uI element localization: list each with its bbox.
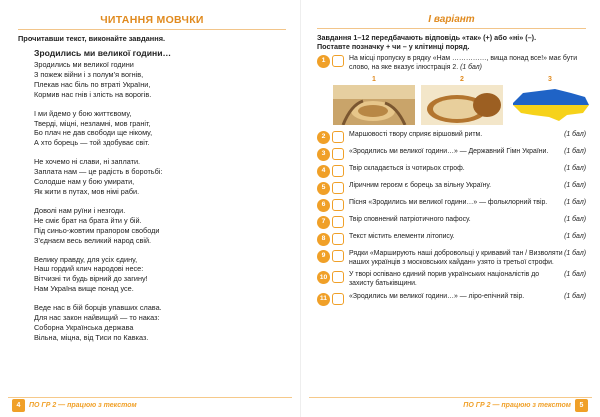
question-text: [349, 233, 586, 242]
poem-line: Для нас закон найвищий — то наказ:: [34, 313, 160, 323]
question-number: 6: [317, 199, 330, 212]
question-5: [317, 182, 586, 195]
question-9-text: Рядки «Марширують наші добровольці у кривавий тан / Визволяти наших українців з московських кайдан» узято із третьої строфи.: [349, 250, 563, 266]
question-11: [317, 293, 586, 306]
poem-line: Не хочемо ні слави, ні заплати.: [34, 157, 141, 167]
poem-stanza: [34, 157, 286, 197]
poem-line: Солодше нам у бою умирати,: [34, 177, 135, 187]
question-text: [349, 199, 586, 208]
bread-photo: [421, 85, 503, 125]
poem-line: Заплата нам — це радість в боротьбі:: [34, 167, 163, 177]
answer-box[interactable]: [332, 250, 344, 262]
question-points: (1 бал): [564, 292, 586, 300]
question-number: 4: [317, 165, 330, 178]
question-number: 9: [317, 250, 330, 263]
answer-box[interactable]: [332, 199, 344, 211]
poem-line: Кормив нас гнів і злість на ворогів.: [34, 89, 152, 99]
question-text: [349, 271, 586, 288]
question-8-text: Текст містить елементи літопису.: [349, 233, 455, 241]
illustration-3: [509, 76, 591, 125]
poem-stanza: [34, 303, 286, 343]
question-number: 5: [317, 182, 330, 195]
question-4: [317, 165, 586, 178]
poem-line: А хто борець — той здобуває світ.: [34, 138, 150, 148]
poem-stanza: [34, 109, 286, 149]
poem-line: Наш гордий клич народові несе:: [34, 264, 144, 274]
question-text: [349, 250, 586, 267]
poem-line: З’єднаєм весь великий народ свій.: [34, 235, 152, 245]
question-points: (1 бал): [564, 250, 586, 258]
question-9: [317, 250, 586, 267]
poem-stanza: [34, 60, 286, 100]
question-text: [349, 293, 586, 302]
footer-text: ПО ГР 2 — працюю з текстом: [463, 402, 571, 409]
task-instructions: [317, 33, 586, 51]
question-10: [317, 271, 586, 288]
question-text: [349, 131, 586, 140]
question-11-text: «Зродились ми великої години…» — ліро-епічний твір.: [349, 292, 525, 300]
page-number: 4: [12, 399, 25, 412]
question-2-text: Маршовості твору сприяє віршовий ритм.: [349, 131, 483, 139]
question-3-text: «Зродились ми великої години…» — Державний Гімн України.: [349, 148, 549, 156]
illustration-number: 3: [548, 76, 552, 84]
poem-line: Тверді, міцні, незламні, мов граніт,: [34, 118, 151, 128]
question-points: (1 бал): [564, 165, 586, 173]
question-points: (1 бал): [564, 271, 586, 279]
poem-line: Не сміє брат на брата йти у бій.: [34, 215, 142, 225]
answer-box[interactable]: [332, 233, 344, 245]
illustration-number: 2: [460, 76, 464, 84]
poem-line: Під синьо-жовтим прапором свободи: [34, 225, 160, 235]
ukraine-map-image: [509, 85, 591, 125]
poem-line: Як жити в путах, мов німі раби.: [34, 186, 140, 196]
variant-heading: І варіант: [317, 14, 586, 29]
poem-line: І ми йдемо у бою життєвому,: [34, 108, 132, 118]
question-2: [317, 131, 586, 144]
poem-line: Вітчизні ти будь вірний до загину!: [34, 274, 148, 284]
poem-line: Велику правду, для усіх єдину,: [34, 254, 138, 264]
footer-text: ПО ГР 2 — працюю з текстом: [29, 402, 137, 409]
illustrations: [333, 76, 586, 125]
poem-line: Вільна, міцна, від Тиси по Кавказ.: [34, 332, 149, 342]
question-5-text: Ліричним героєм є борець за вільну Україну.: [349, 182, 491, 190]
question-text: [349, 55, 586, 72]
question-number: 8: [317, 233, 330, 246]
question-1: [317, 55, 586, 72]
answer-box[interactable]: [332, 293, 344, 305]
question-number: 11: [317, 293, 330, 306]
question-number: 7: [317, 216, 330, 229]
question-text: [349, 165, 586, 174]
question-points: (1 бал): [564, 131, 586, 139]
poem-line: Нам Україна вище понад усе.: [34, 284, 134, 294]
poem-line: Плекав нас біль по втраті України,: [34, 79, 151, 89]
poem-text: [18, 60, 286, 343]
right-page: [300, 0, 600, 417]
poem-title: Зродились ми великої години…: [34, 48, 172, 58]
question-6: [317, 199, 586, 212]
question-points: (1 бал): [460, 63, 482, 71]
question-number: 1: [317, 55, 330, 68]
question-number: 10: [317, 271, 330, 284]
poem-line: Зродились ми великої години: [34, 60, 134, 69]
question-7: [317, 216, 586, 229]
reading-instruction: Прочитавши текст, виконайте завдання.: [18, 34, 166, 43]
question-number: 2: [317, 131, 330, 144]
answer-box[interactable]: [332, 131, 344, 143]
right-footer: [309, 397, 592, 411]
question-points: (1 бал): [564, 182, 586, 190]
illustration-2: [421, 76, 503, 125]
question-10-text: У творі оспівано єдиний порив українських націоналістів до захисту батьківщини.: [349, 271, 540, 287]
question-text: [349, 216, 586, 225]
question-3: [317, 148, 586, 161]
wheat-grain-photo: [333, 85, 415, 125]
answer-box[interactable]: [332, 55, 344, 67]
poem-line: Бо плач не дав свободи ще нікому,: [34, 128, 153, 138]
answer-box[interactable]: [332, 165, 344, 177]
poem-line: Веде нас в бій борців упавших слава.: [34, 303, 162, 313]
poem-line: Доволі нам руїни і незгоди.: [34, 205, 126, 215]
question-points: (1 бал): [564, 216, 586, 224]
question-points: (1 бал): [564, 233, 586, 241]
answer-box[interactable]: [332, 148, 344, 160]
illustration-1: [333, 76, 415, 125]
left-footer: [8, 397, 292, 411]
poem-stanza: [34, 206, 286, 246]
poem-line: З пожеж війни і з полум’я вогнів,: [34, 69, 144, 79]
question-6-text: Пісня «Зродились ми великої години…» — фольклорний твір.: [349, 199, 548, 207]
question-number: 3: [317, 148, 330, 161]
question-text: [349, 148, 586, 157]
question-points: (1 бал): [564, 148, 586, 156]
question-1-text: На місці пропуску в рядку «Нам ……………, вища понад все!» має бути слово, на яке вказує ілюстрація 2.: [349, 55, 578, 71]
task-instruction-line: Завдання 1–12 передбачають відповідь «так» (+) або «ні» (–).: [317, 33, 537, 42]
question-text: [349, 182, 586, 191]
left-page-heading: ЧИТАННЯ МОВЧКИ: [18, 14, 286, 30]
answer-box[interactable]: [332, 182, 344, 194]
answer-box[interactable]: [332, 271, 344, 283]
poem-line: Соборна Українська держава: [34, 322, 134, 332]
task-instruction-line: Поставте позначку + чи – у клітинці поряд.: [317, 42, 470, 51]
answer-box[interactable]: [332, 216, 344, 228]
page-number: 5: [575, 399, 588, 412]
question-4-text: Твір складається із чотирьох строф.: [349, 165, 465, 173]
question-7-text: Твір сповнений патріотичного пафосу.: [349, 216, 471, 224]
illustration-number: 1: [372, 76, 376, 84]
poem-stanza: [34, 255, 286, 295]
question-8: [317, 233, 586, 246]
question-points: (1 бал): [564, 199, 586, 207]
